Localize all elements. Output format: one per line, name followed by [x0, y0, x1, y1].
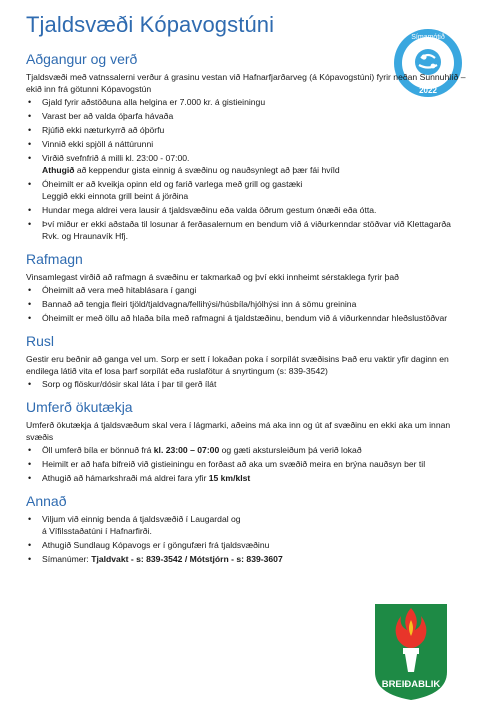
list-item: • Óheimilt að vera með hitablásara í gangi — [28, 285, 197, 295]
list-item: • Athugið Sundlaug Kópavogs er í göngufæri frá tjaldsvæðinu — [28, 540, 270, 550]
rusl-intro: Gestir eru beðnir að ganga vel um. Sorp er sett í lokaðan poka í sorpílát svæðisins Það eru vaktir yfir daginn en endilega látið vita ef losa þarf sorpílát eða ruslafötur á snyrtingum (s: 839-3542) — [26, 354, 449, 376]
list-item: • Óheimilt er að kveikja opinn eld og farið varlega með grill og gastæki Leggið ekki einnota grill beint á jörðina — [28, 179, 303, 201]
section-rafmagn — [26, 250, 466, 324]
logo-text: BREIÐABLIK — [381, 679, 441, 690]
heading-annad: Annað — [26, 493, 67, 509]
list-item: • Heimilt er að hafa bifreið við gistieiningu en forðast að aka um svæðið meira en brýna nauðsyn ber til — [28, 459, 426, 469]
list-item: • Símanúmer: Tjaldvakt - s: 839-3542 / Mótstjórn - s: 839-3607 — [28, 554, 283, 564]
rusl-list — [26, 378, 466, 390]
annad-list — [26, 513, 466, 565]
list-item: • Rjúfið ekki næturkyrrð að óþörfu — [28, 125, 165, 135]
umferd-list — [26, 444, 466, 484]
rafmagn-intro: Vinsamlegast virðið að rafmagn á svæðinu er takmarkað og því ekki innheimt sérstaklega fyrir það — [26, 272, 399, 282]
list-item: • Hundar mega aldrei vera lausir á tjaldsvæðinu eða valda öðrum gestum ónæði eða ótta. — [28, 205, 377, 215]
list-item: • Öll umferð bíla er bönnuð frá kl. 23:00 – 07:00 og gæti akstursleiðum þá verið lokað — [28, 445, 362, 455]
list-item: • Vinnið ekki spjöll á náttúrunni — [28, 139, 154, 149]
list-item: • Því miður er ekki aðstaða til losunar á ferðasalernum en bendum við á viðurkenndar stöðvar við Klettagarða Rvk. og Hraunavík Hfj. — [28, 219, 451, 241]
main-content — [26, 50, 466, 567]
breidablik-logo — [369, 598, 453, 702]
list-item: • Sorp og flöskur/dósir skal láta í þar til gerð ílát — [28, 379, 217, 389]
rafmagn-list — [26, 284, 466, 324]
section-annad — [26, 492, 466, 565]
list-item: • Óheimilt er með öllu að hlaða bíla með rafmagni á tjaldstæðinu, bendum við á viðurkenndar hleðslustöðvar — [28, 313, 448, 323]
list-item: • Gjald fyrir aðstöðuna alla helgina er 7.000 kr. á gistieiningu — [28, 97, 266, 107]
list-item: • Bannað að tengja fleiri tjöld/tjaldvagna/fellihýsi/húsbíla/hjólhýsi inn á sömu greinina — [28, 299, 357, 309]
adgangur-list — [26, 96, 466, 242]
page-title: Tjaldsvæði Kópavogstúni — [26, 12, 275, 37]
badge-top-text: Símamótið — [411, 34, 445, 41]
list-item: • Virðið svefnfrið á milli kl. 23:00 - 07:00. Athugið að keppendur gista einnig á svæðinu og nauðsynlegt að þær fái hvíld — [28, 153, 340, 175]
heading-umferd: Umferð ökutækja — [26, 399, 133, 415]
section-adgangur — [26, 50, 466, 242]
section-umferd — [26, 398, 466, 484]
list-item: • Athugið að hámarkshraði má aldrei fara yfir 15 km/klst — [28, 473, 251, 483]
heading-rafmagn: Rafmagn — [26, 251, 83, 267]
heading-rusl: Rusl — [26, 333, 55, 349]
list-item: • Varast ber að valda óþarfa hávaða — [28, 111, 174, 121]
heading-adgangur: Aðgangur og verð — [26, 51, 138, 67]
section-rusl — [26, 332, 466, 390]
adgangur-intro: Tjaldsvæði með vatnssalerni verður á grasinu vestan við Hafnarfjarðarveg (á Kópavogstúni) fyrir neðan Sunnuhlíð – ekið inn frá götunni Kópavogstún — [26, 72, 466, 94]
badge-year: 2022 — [419, 86, 437, 95]
umferd-intro: Umferð ökutækja á tjaldsvæðum skal vera í lágmarki, aðeins má aka inn og út af svæðinu en ekki aka um innan svæðis — [26, 420, 451, 442]
list-item: • Viljum við einnig benda á tjaldsvæðið í Laugardal og á Vífilsstaðatúni í Hafnarfirði. — [28, 514, 241, 536]
